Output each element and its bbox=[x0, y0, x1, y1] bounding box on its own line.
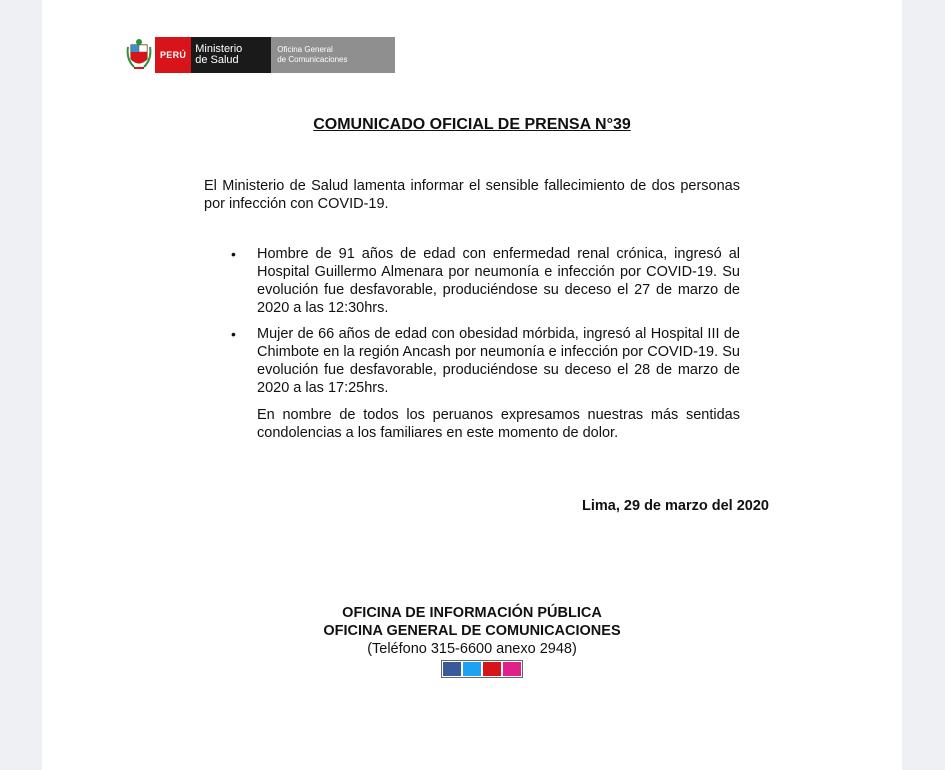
ministry-line-2: de Salud bbox=[195, 54, 239, 66]
facebook-icon[interactable] bbox=[443, 662, 461, 676]
document-title: COMUNICADO OFICIAL DE PRENSA N°39 bbox=[313, 116, 631, 133]
office-line-1: Oficina General bbox=[277, 45, 333, 54]
minsa-logo bbox=[126, 37, 395, 73]
intro-paragraph: El Ministerio de Salud lamenta informar el sensible fallecimiento de dos personas por infección con COVID-19. bbox=[204, 178, 740, 212]
bullet-icon: • bbox=[231, 326, 236, 342]
signature-date: Lima, 29 de marzo del 2020 bbox=[582, 498, 769, 514]
bullet-icon: • bbox=[231, 246, 236, 262]
ministry-line-1: Ministerio bbox=[195, 43, 243, 55]
flickr-icon[interactable] bbox=[503, 662, 521, 676]
case-list bbox=[229, 245, 740, 405]
coat-of-arms-icon bbox=[126, 37, 152, 73]
case-text: Mujer de 66 años de edad con obesidad mórbida, ingresó al Hospital III de Chimbote en la región Ancash por neumonía e infección por COVID-19. Su evolución fue desfavorable, produciéndose su deceso el 28 de marzo de 2020 a las 17:25hrs. bbox=[257, 326, 740, 396]
office-label bbox=[271, 37, 395, 73]
footer-line-1: OFICINA DE INFORMACIÓN PÚBLICA bbox=[342, 605, 602, 621]
youtube-icon[interactable] bbox=[483, 662, 501, 676]
list-item bbox=[229, 245, 740, 317]
closing-paragraph: En nombre de todos los peruanos expresamos nuestras más sentidas condolencias a los familiares en este momento de dolor. bbox=[257, 407, 740, 441]
footer-phone: (Teléfono 315-6600 anexo 2948) bbox=[367, 641, 577, 657]
list-item bbox=[229, 325, 740, 397]
footer-line-2: OFICINA GENERAL DE COMUNICACIONES bbox=[323, 623, 621, 639]
office-line-2: de Comunicaciones bbox=[277, 55, 348, 64]
twitter-icon[interactable] bbox=[463, 662, 481, 676]
case-text: Hombre de 91 años de edad con enfermedad renal crónica, ingresó al Hospital Guillermo Almenara por neumonía e infección por COVID-19. Su evolución fue desfavorable, produciéndose su deceso el 27 de marzo de 2020 a las 12:30hrs. bbox=[257, 246, 740, 316]
social-icons bbox=[441, 660, 523, 678]
peru-label: PERÚ bbox=[155, 37, 191, 73]
ministry-label bbox=[191, 37, 271, 73]
office-footer bbox=[42, 604, 902, 658]
document-page bbox=[42, 0, 902, 770]
